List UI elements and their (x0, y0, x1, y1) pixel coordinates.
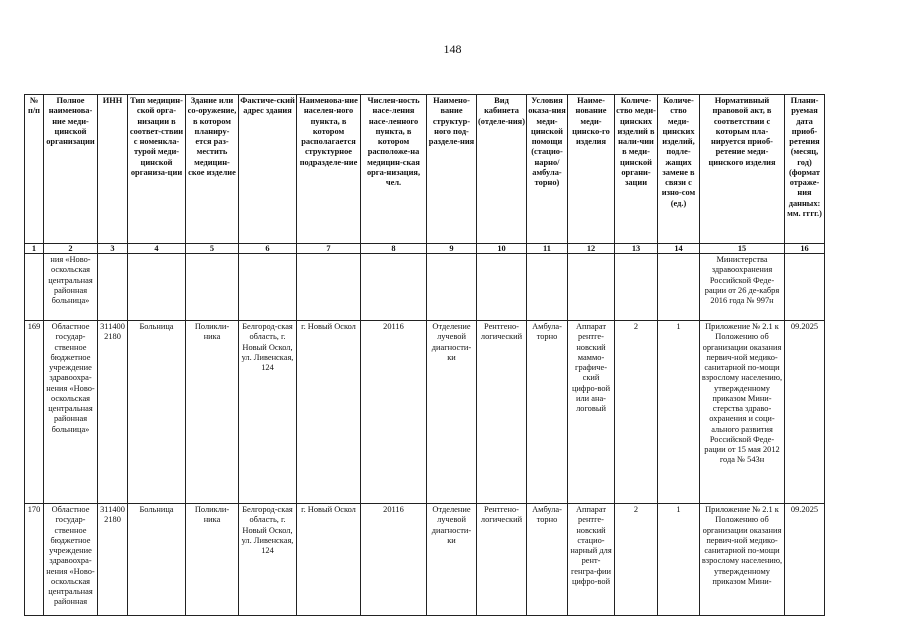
cell-device: Аппарат рентге-новский стацио-нарный для рент-генгра-фии цифро-вой (568, 504, 615, 616)
cell-address: Белгород-ская область, г. Новый Оскол, ул. Ливенская, 124 (239, 321, 297, 504)
cell-date: 09.2025 (785, 504, 825, 616)
cell-population: 20116 (361, 321, 427, 504)
cell-qty-available: 2 (615, 504, 658, 616)
header-cell: Наимено-вание структур-ного под-разделе-ния (427, 95, 477, 244)
cell-num: 170 (25, 504, 44, 616)
cell-date: 09.2025 (785, 321, 825, 504)
cell-address: Белгород-ская область, г. Новый Оскол, ул. Ливенская, 124 (239, 504, 297, 616)
continuation-row (25, 254, 825, 321)
column-number: 15 (700, 244, 785, 254)
cell-division: Отделение лучевой диагности-ки (427, 504, 477, 616)
cell-population (361, 254, 427, 321)
column-number: 12 (568, 244, 615, 254)
column-number: 1 (25, 244, 44, 254)
cell-qty-replace: 1 (658, 504, 700, 616)
cell-cabinet: Рентгено-логический (477, 321, 527, 504)
equipment-table (24, 94, 825, 616)
cell-num: 169 (25, 321, 44, 504)
cell-qty-replace (658, 254, 700, 321)
cell-org-name: Областное государ-ственное бюджетное учреждение здравоохра-нения «Ново-оскольская центральная районная (44, 504, 98, 616)
cell-org-type: Больница (128, 504, 186, 616)
page-number: 148 (443, 42, 462, 56)
cell-conditions (527, 254, 568, 321)
cell-cabinet (477, 254, 527, 321)
column-number: 14 (658, 244, 700, 254)
column-number-row (25, 244, 825, 254)
header-cell: Условия оказа-ния меди-цинской помощи (стацио-нарно/ амбула-торно) (527, 95, 568, 244)
header-cell: Здание или со-оружение, в котором планиру-ется раз-местить медицин-ское изделие (186, 95, 239, 244)
header-cell: № п/п (25, 95, 44, 244)
column-number: 10 (477, 244, 527, 254)
header-row (25, 95, 825, 244)
cell-org-type (128, 254, 186, 321)
column-number: 8 (361, 244, 427, 254)
cell-cabinet: Рентгено-логический (477, 504, 527, 616)
cell-building: Поликли-ника (186, 504, 239, 616)
cell-device (568, 254, 615, 321)
column-number: 9 (427, 244, 477, 254)
cell-qty-replace: 1 (658, 321, 700, 504)
cell-qty-available: 2 (615, 321, 658, 504)
cell-inn (98, 254, 128, 321)
cell-locality: г. Новый Оскол (297, 504, 361, 616)
header-cell: Полное наименова-ние меди-цинской организации (44, 95, 98, 244)
header-cell: Плани-руемая дата приоб-ретения (месяц, год) (формат отраже-ния данных: мм. гггг.) (785, 95, 825, 244)
cell-legal-act: Министерства здравоохранения Российской Феде-рации от 26 де-кабря 2016 года № 997н (700, 254, 785, 321)
header-cell: Числен-ность насе-ления насе-ленного пункта, в котором расположе-на медицин-ская орга-низация, чел. (361, 95, 427, 244)
cell-address (239, 254, 297, 321)
column-number: 4 (128, 244, 186, 254)
column-number: 13 (615, 244, 658, 254)
header-cell: Нормативный правовой акт, в соответствии с которым пла-нируется приоб-ретение меди-цинского изделия (700, 95, 785, 244)
header-cell: ИНН (98, 95, 128, 244)
header-cell: Тип медицин-ской орга-низации в соответ-ствии с номенкла-турой меди-цинской организа-ции (128, 95, 186, 244)
cell-org-type: Больница (128, 321, 186, 504)
cell-conditions: Амбула-торно (527, 504, 568, 616)
header-cell: Наиме-нование меди-цинско-го изделия (568, 95, 615, 244)
cell-inn: 311400 2180 (98, 321, 128, 504)
table-row (25, 504, 825, 616)
column-number: 16 (785, 244, 825, 254)
cell-org-name: Областное государ-ственное бюджетное учреждение здравоохра-нения «Ново-оскольская центральная районная больница» (44, 321, 98, 504)
header-cell: Количе-ство меди-цинских изделий, подле-жащих замене в связи с изно-сом (ед.) (658, 95, 700, 244)
cell-locality: г. Новый Оскол (297, 321, 361, 504)
cell-population: 20116 (361, 504, 427, 616)
cell-building (186, 254, 239, 321)
cell-locality (297, 254, 361, 321)
cell-conditions: Амбула-торно (527, 321, 568, 504)
cell-inn: 311400 2180 (98, 504, 128, 616)
column-number: 7 (297, 244, 361, 254)
cell-date (785, 254, 825, 321)
cell-division: Отделение лучевой диагности-ки (427, 321, 477, 504)
header-cell: Вид кабинета (отделе-ния) (477, 95, 527, 244)
cell-org-name: ния «Ново-оскольская центральная районная больница» (44, 254, 98, 321)
header-cell: Количе-ство меди-цинских изделий в нали-чии в меди-цинской органи-зации (615, 95, 658, 244)
cell-device: Аппарат рентге-новский маммо-графиче-ский цифро-вой или ана-логовый (568, 321, 615, 504)
cell-legal-act: Приложение № 2.1 к Положению об организации оказания первич-ной медико-санитарной по-мощи взрослому населению, утвержденному приказом Мини-стерства здраво-охранения и соци-ального развития Российской Феде-рации от 15 мая 2012 года № 543н (700, 321, 785, 504)
cell-building: Поликли-ника (186, 321, 239, 504)
cell-division (427, 254, 477, 321)
cell-legal-act: Приложение № 2.1 к Положению об организации оказания первич-ной медико-санитарной по-мощи взрослому населению, утвержденному приказом Мини- (700, 504, 785, 616)
cell-qty-available (615, 254, 658, 321)
table-row (25, 321, 825, 504)
header-cell: Фактиче-ский адрес здания (239, 95, 297, 244)
column-number: 3 (98, 244, 128, 254)
column-number: 2 (44, 244, 98, 254)
column-number: 5 (186, 244, 239, 254)
column-number: 6 (239, 244, 297, 254)
header-cell: Наименова-ние населен-ного пункта, в котором располагается структурное подразделе-ние (297, 95, 361, 244)
cell-num (25, 254, 44, 321)
column-number: 11 (527, 244, 568, 254)
